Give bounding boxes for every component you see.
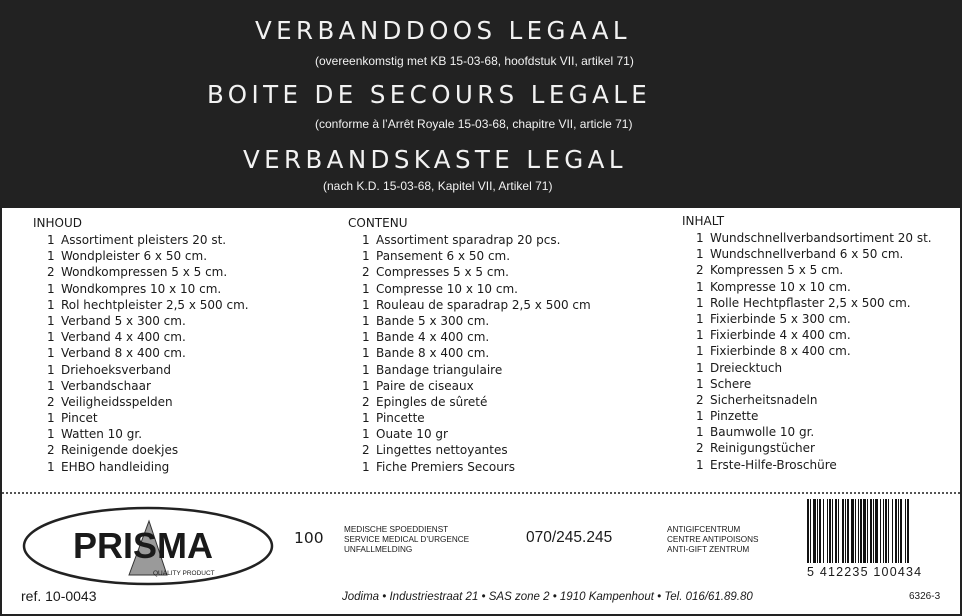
item-quantity: 2 xyxy=(696,392,704,407)
barcode-bar xyxy=(810,499,811,563)
item-quantity: 1 xyxy=(696,247,704,262)
list-item xyxy=(682,246,932,262)
barcode-bar xyxy=(892,499,893,563)
service-line: SERVICE MEDICAL D’URGENCE xyxy=(344,535,470,544)
list-item xyxy=(33,362,249,378)
list-item xyxy=(348,378,591,394)
item-quantity: 1 xyxy=(696,360,704,375)
item-name: Bande 8 x 400 cm. xyxy=(376,346,490,361)
item-quantity: 1 xyxy=(362,378,370,393)
poison-center-label xyxy=(667,525,758,555)
list-item xyxy=(33,248,249,264)
item-quantity: 1 xyxy=(696,295,704,310)
item-name: EHBO handleiding xyxy=(61,459,170,474)
item-quantity: 1 xyxy=(362,233,370,247)
barcode-bar xyxy=(875,499,878,563)
dotted-divider xyxy=(2,492,960,494)
barcode-bar xyxy=(847,499,849,563)
item-name: Lingettes nettoyantes xyxy=(376,443,508,458)
item-name: Fixierbinde 4 x 400 cm. xyxy=(710,328,851,343)
prisma-logo xyxy=(21,505,275,587)
barcode-bar xyxy=(880,499,881,563)
barcode-bar xyxy=(838,499,839,563)
list-item xyxy=(348,442,591,458)
list-item xyxy=(33,378,249,394)
poison-line: ANTIGIFCENTRUM xyxy=(667,525,741,534)
item-quantity: 1 xyxy=(696,409,704,424)
item-quantity: 1 xyxy=(696,457,704,472)
item-quantity: 1 xyxy=(696,231,704,245)
list-item xyxy=(348,329,591,345)
item-name: Reinigungstücher xyxy=(710,441,815,456)
item-quantity: 2 xyxy=(696,263,704,278)
item-quantity: 1 xyxy=(47,330,55,345)
item-name: Epingles de sûreté xyxy=(376,394,488,409)
list-item xyxy=(682,376,932,392)
list-item xyxy=(33,329,249,345)
item-name: Wundschnellverbandsortiment 20 st. xyxy=(710,231,932,245)
barcode-bar xyxy=(873,499,874,563)
item-name: Rol hechtpleister 2,5 x 500 cm. xyxy=(61,297,249,312)
item-quantity: 1 xyxy=(362,281,370,296)
item-name: Pinzette xyxy=(710,409,759,424)
item-quantity: 1 xyxy=(362,330,370,345)
barcode-bar xyxy=(863,499,866,563)
list-item xyxy=(682,311,932,327)
item-name: Driehoeksverband xyxy=(61,362,172,377)
item-name: Wondkompres 10 x 10 cm. xyxy=(61,281,222,296)
item-quantity: 1 xyxy=(47,459,55,474)
title-dutch: VERBANDDOOS LEGAAL xyxy=(255,16,631,45)
item-name: Pincet xyxy=(61,411,98,426)
item-quantity: 2 xyxy=(47,443,55,458)
list-item xyxy=(33,442,249,458)
list-item xyxy=(682,327,932,343)
list-item xyxy=(33,426,249,442)
item-name: Fixierbinde 5 x 300 cm. xyxy=(710,311,851,326)
item-name: Kompressen 5 x 5 cm. xyxy=(710,263,844,278)
barcode-bar xyxy=(845,499,846,563)
barcode-bar xyxy=(858,499,859,563)
item-name: Schere xyxy=(710,376,752,391)
list-item xyxy=(348,345,591,361)
item-name: Ouate 10 gr xyxy=(376,427,448,442)
barcode-bar xyxy=(842,499,844,563)
item-name: Reinigende doekjes xyxy=(61,443,179,458)
item-quantity: 1 xyxy=(47,362,55,377)
poison-line: CENTRE ANTIPOISONS xyxy=(667,535,759,544)
list-item xyxy=(33,281,249,297)
item-name: Compresses 5 x 5 cm. xyxy=(376,265,509,280)
list-item xyxy=(348,281,591,297)
item-name: Rouleau de sparadrap 2,5 x 500 cm xyxy=(376,297,591,312)
barcode-bar xyxy=(870,499,872,563)
barcode-bar xyxy=(898,499,899,563)
service-line: MEDISCHE SPOEDDIENST xyxy=(344,525,449,534)
item-quantity: 2 xyxy=(696,441,704,456)
barcode-bar xyxy=(907,499,909,563)
barcode-bar xyxy=(807,499,809,563)
item-quantity: 2 xyxy=(362,443,370,458)
barcode-bar xyxy=(867,499,868,563)
list-item xyxy=(33,313,249,329)
barcode-bar xyxy=(860,499,862,563)
contents-list xyxy=(33,232,249,475)
item-name: Erste-Hilfe-Broschüre xyxy=(710,457,837,472)
item-quantity: 1 xyxy=(362,459,370,474)
list-item xyxy=(348,459,591,475)
item-name: Compresse 10 x 10 cm. xyxy=(376,281,518,296)
item-name: Kompresse 10 x 10 cm. xyxy=(710,279,851,294)
item-name: Pansement 6 x 50 cm. xyxy=(376,249,511,264)
title-french: BOITE DE SECOURS LEGALE xyxy=(207,80,652,109)
barcode-bar xyxy=(895,499,897,563)
barcode-bar xyxy=(827,499,828,563)
logo-tagline: QUALITY PRODUCT xyxy=(153,570,215,577)
item-name: Rolle Hechtpflaster 2,5 x 500 cm. xyxy=(710,295,911,310)
item-quantity: 2 xyxy=(47,265,55,280)
item-name: Verbandschaar xyxy=(61,378,151,393)
item-name: Fiche Premiers Secours xyxy=(376,459,515,474)
list-item xyxy=(682,424,932,440)
item-quantity: 1 xyxy=(47,346,55,361)
item-name: Pincette xyxy=(376,411,425,426)
item-quantity: 1 xyxy=(696,328,704,343)
list-item xyxy=(682,408,932,424)
barcode-bar xyxy=(885,499,887,563)
item-quantity: 1 xyxy=(362,362,370,377)
item-name: Watten 10 gr. xyxy=(61,427,143,442)
logo-text: PRISMA xyxy=(73,525,214,566)
item-name: Wondkompressen 5 x 5 cm. xyxy=(61,265,228,280)
list-item xyxy=(348,313,591,329)
contents-column-french xyxy=(348,215,591,475)
item-name: Verband 5 x 300 cm. xyxy=(61,313,186,328)
contents-list xyxy=(682,230,932,473)
barcode-bar xyxy=(855,499,856,563)
list-item xyxy=(682,360,932,376)
item-name: Wondpleister 6 x 50 cm. xyxy=(61,249,208,264)
barcode-bar xyxy=(883,499,884,563)
barcode-bar xyxy=(900,499,902,563)
item-quantity: 1 xyxy=(47,281,55,296)
barcode-bar xyxy=(823,499,824,563)
barcode-bar xyxy=(817,499,818,563)
item-quantity: 1 xyxy=(696,311,704,326)
list-item xyxy=(682,457,932,473)
contents-list xyxy=(348,232,591,475)
item-quantity: 1 xyxy=(362,313,370,328)
barcode-bar xyxy=(819,499,821,563)
item-name: Sicherheitsnadeln xyxy=(710,392,818,407)
item-name: Assortiment pleisters 20 st. xyxy=(61,233,227,247)
list-item xyxy=(682,279,932,295)
item-name: Verband 8 x 400 cm. xyxy=(61,346,186,361)
list-item xyxy=(33,297,249,313)
item-quantity: 1 xyxy=(696,344,704,359)
list-item xyxy=(33,345,249,361)
item-name: Dreiecktuch xyxy=(710,360,783,375)
list-item xyxy=(348,362,591,378)
list-item xyxy=(348,410,591,426)
subtitle-german: (nach K.D. 15-03-68, Kapitel VII, Artikel 71) xyxy=(323,179,553,193)
item-name: Baumwolle 10 gr. xyxy=(710,425,815,440)
list-item xyxy=(348,394,591,410)
item-name: Verband 4 x 400 cm. xyxy=(61,330,186,345)
item-quantity: 1 xyxy=(362,297,370,312)
item-quantity: 1 xyxy=(47,427,55,442)
list-item xyxy=(682,295,932,311)
item-quantity: 1 xyxy=(696,376,704,391)
manufacturer-address: Jodima • Industriestraat 21 • SAS zone 2 • 1910 Kampenhout • Tel. 016/61.89.80 xyxy=(342,591,753,603)
item-quantity: 1 xyxy=(696,425,704,440)
barcode-bar xyxy=(832,499,833,563)
column-heading: CONTENU xyxy=(348,216,408,230)
list-item xyxy=(33,459,249,475)
column-heading: INHALT xyxy=(682,214,725,228)
box-capacity: 100 xyxy=(294,529,324,547)
list-item xyxy=(682,392,932,408)
service-line: UNFALLMELDING xyxy=(344,545,413,554)
item-quantity: 2 xyxy=(362,394,370,409)
product-code: 6326-3 xyxy=(909,591,941,602)
item-quantity: 2 xyxy=(362,265,370,280)
item-quantity: 1 xyxy=(47,297,55,312)
item-name: Assortiment sparadrap 20 pcs. xyxy=(376,233,561,247)
list-item xyxy=(682,343,932,359)
list-item xyxy=(348,426,591,442)
item-quantity: 1 xyxy=(47,378,55,393)
title-german: VERBANDSKASTE LEGAL xyxy=(243,145,627,174)
barcode-bar xyxy=(829,499,831,563)
item-quantity: 1 xyxy=(362,427,370,442)
list-item xyxy=(33,232,249,248)
barcode-bar xyxy=(905,499,906,563)
barcode-bar xyxy=(835,499,837,563)
item-quantity: 2 xyxy=(47,394,55,409)
list-item xyxy=(348,297,591,313)
item-quantity: 1 xyxy=(47,411,55,426)
list-item xyxy=(33,394,249,410)
subtitle-french: (conforme à l’Arrêt Royale 15-03-68, chapitre VII, article 71) xyxy=(315,117,633,131)
item-name: Bande 5 x 300 cm. xyxy=(376,313,490,328)
item-quantity: 1 xyxy=(362,249,370,264)
list-item xyxy=(33,410,249,426)
item-quantity: 1 xyxy=(47,249,55,264)
list-item xyxy=(682,262,932,278)
item-quantity: 1 xyxy=(47,313,55,328)
contents-column-german xyxy=(682,213,932,473)
poison-line: ANTI-GIFT ZENTRUM xyxy=(667,545,750,554)
item-name: Bandage triangulaire xyxy=(376,362,503,377)
list-item xyxy=(348,264,591,280)
item-name: Bande 4 x 400 cm. xyxy=(376,330,490,345)
barcode-bar xyxy=(851,499,854,563)
contents-column-dutch xyxy=(33,215,249,475)
item-name: Wundschnellverband 6 x 50 cm. xyxy=(710,247,904,262)
item-quantity: 1 xyxy=(696,279,704,294)
item-quantity: 1 xyxy=(362,411,370,426)
list-item xyxy=(348,248,591,264)
barcode xyxy=(807,499,946,563)
item-quantity: 1 xyxy=(362,346,370,361)
barcode-bar xyxy=(888,499,889,563)
subtitle-dutch: (overeenkomstig met KB 15-03-68, hoofdstuk VII, artikel 71) xyxy=(315,54,634,68)
barcode-number: 5 412235 100434 xyxy=(807,565,923,579)
list-item xyxy=(682,230,932,246)
list-item xyxy=(33,264,249,280)
emergency-phone: 070/245.245 xyxy=(526,529,613,546)
item-name: Fixierbinde 8 x 400 cm. xyxy=(710,344,851,359)
list-item xyxy=(348,232,591,248)
item-name: Paire de ciseaux xyxy=(376,378,474,393)
item-quantity: 1 xyxy=(47,233,55,247)
emergency-service-label xyxy=(344,525,469,555)
item-name: Veiligheidsspelden xyxy=(61,394,173,409)
label-header xyxy=(2,2,960,208)
column-heading: INHOUD xyxy=(33,216,83,230)
barcode-bar xyxy=(813,499,816,563)
list-item xyxy=(682,440,932,456)
reference-number: ref. 10-0043 xyxy=(21,588,97,604)
